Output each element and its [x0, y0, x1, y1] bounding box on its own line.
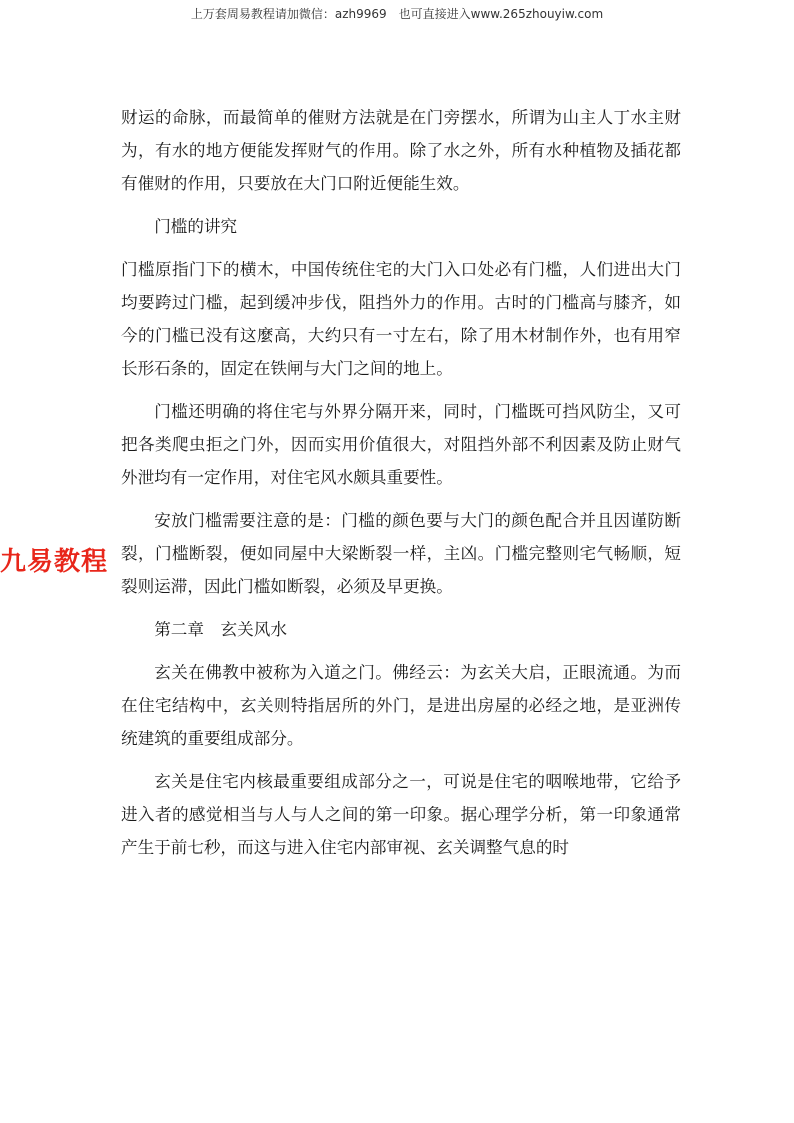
chapter-heading-entrance: 第二章 玄关风水	[154, 620, 287, 639]
section-heading-threshold: 门槛的讲究	[154, 217, 238, 236]
paragraph-threshold-placement: 安放门槛需要注意的是：门槛的颜色要与大门的颜色配合并且因谨防断裂，门槛断裂，便如同屋中大梁断裂一样，主凶。门槛完整则宅气畅顺，短裂则运滞，因此门槛如断裂，必须及早更换。	[121, 511, 681, 596]
paragraph-threshold-function: 门槛还明确的将住宅与外界分隔开来，同时，门槛既可挡风防尘，又可把各类爬虫拒之门外，因而实用价值很大，对阻挡外部不利因素及防止财气外泄均有一定作用，对住宅风水颇具重要性。	[121, 402, 681, 487]
document-body	[121, 101, 681, 864]
header-note: 上万套周易教程请加微信：azh9969 也可直接进入www.265zhouyiw.com	[190, 7, 604, 21]
paragraph-wealth: 财运的命脉，而最简单的催财方法就是在门旁摆水，所谓为山主人丁水主财为，有水的地方便能发挥财气的作用。除了水之外，所有水种植物及插花都有催财的作用，只要放在大门口附近便能生效。	[121, 108, 681, 193]
watermark-logo: 九易教程	[0, 547, 109, 577]
paragraph-threshold-origin: 门槛原指门下的横木，中国传统住宅的大门入口处必有门槛，人们进出大门均要跨过门槛，起到缓冲步伐，阻挡外力的作用。古时的门槛高与膝齐，如今的门槛已没有这麼高，大约只有一寸左右，除了用木材制作外，也有用窄长形石条的，固定在铁闸与大门之间的地上。	[121, 260, 681, 378]
paragraph-entrance-importance: 玄关是住宅内核最重要组成部分之一，可说是住宅的咽喉地带，它给予进入者的感觉相当与人与人之间的第一印象。据心理学分析，第一印象通常产生于前七秒，而这与进入住宅内部审视、玄关调整气息的时	[121, 772, 681, 857]
paragraph-entrance-origin: 玄关在佛教中被称为入道之门。佛经云：为玄关大启，正眼流通。为而在住宅结构中，玄关则特指居所的外门，是进出房屋的必经之地，是亚洲传统建筑的重要组成部分。	[121, 663, 681, 748]
